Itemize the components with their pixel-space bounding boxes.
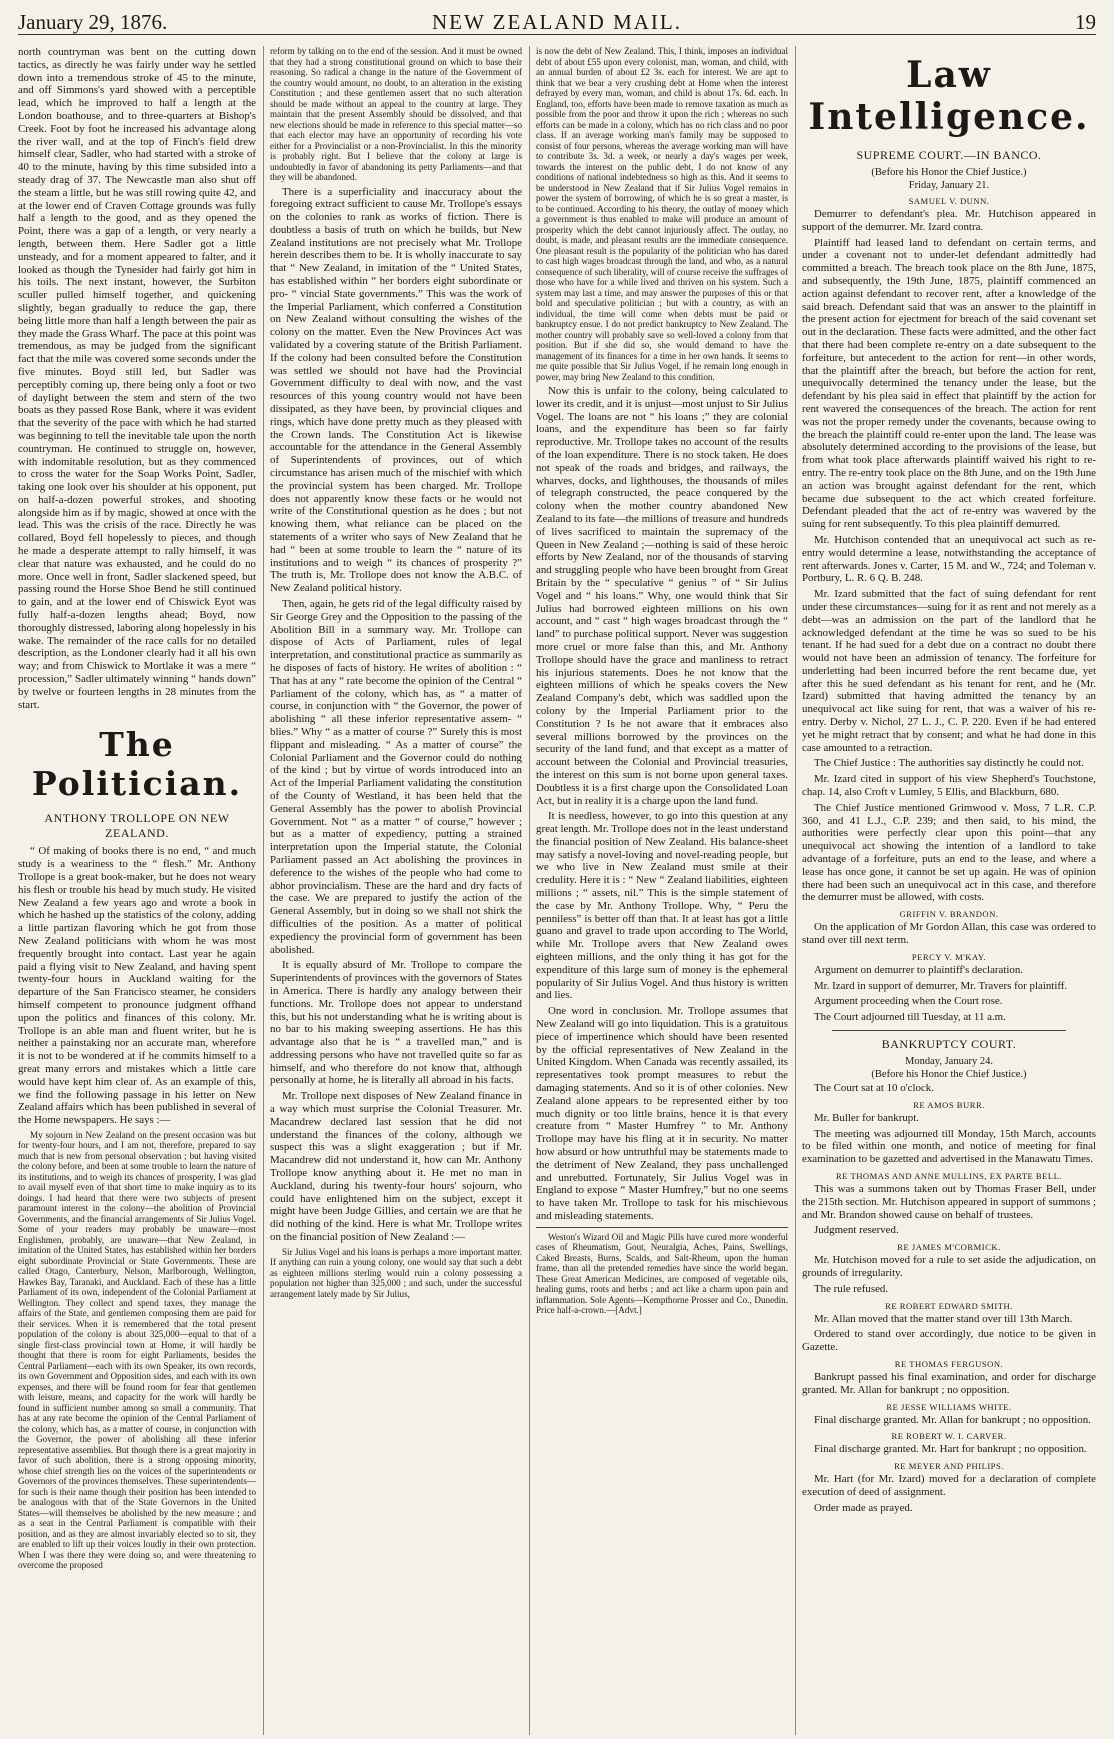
article-paragraph: Mr. Trollope next disposes of New Zealand finance in a way which must surprise the Colonial Treasurer. Mr. Macandrew declared last session that he did not understand the finances of the colony, although we suspect this was a slight exaggeration ; but if Mr. Macandrew did not understand it, how can Mr. Anthony Trollope know anything about it. He met no man in Auckland, during his twenty-four hours' sojourn, who could have enlightened him on the subject, except it might have been Judge Gillies, and certain we are that he did nothing of the kind. Here is what Mr. Trollope writes on the financial position of New Zealand :—: [270, 1090, 522, 1244]
columns: [18, 46, 1096, 1735]
column-4: [802, 46, 1096, 1735]
case-paragraph: Argument on demurrer to plaintiff's declaration.: [814, 963, 1024, 976]
page-number: 19: [1075, 10, 1096, 34]
quoted-paragraph: My sojourn in New Zealand on the present occasion was but for twenty-four hours, and I am not, therefore, prepared to say much that is new from personal observation ; but having visited the colony before, and been at some trouble to learn the nature of its institutions, and to weigh its chances of prosperity, I was glad to avail myself even of that short time to make inquiry as to its doings. I had heard that there were two subjects of present paramount interest in the colony—the abolition of Provincial Governments, and the financial arrangements of Sir Julius Vogel. Some of your readers may probably be unaware—most Englishmen, probably, are unaware—that New Zealand, in imitation of the United States, has established within her borders eight subordinate Provincial or State Governments. These are called Otago, Canterbury, Nelson, Marlborough, Wellington, Hawkes Bay, Taranaki, and Auckland. Each of these has a little Parliament of its own, independent of the Colonial Parliament at Wellington. They collect and spend taxes, they manage the affairs of the State, and gentlemen composing them are paid for their services. When it is remembered that the total present population of the colony is about 325,000—equal to that of a single first-class provincial town at Home, it will hardly be thought that there is room for eight Parliaments, besides the Central Parliament—each with its own Speaker, its own records, its own Government and Opposition sides, and each with its own expenses, and there will be found room for fear that gentlemen with leisure, means, and capacity for the work will hardly be found in sufficient number among so small a community. That has at any rate become the opinion of the Central Parliament of the colony, which has, as a matter of course, in conjunction with the Governor, the power of abolishing all these inferior representative assemblies. But though there is a great majority in favor of such abolition, there is a strong opposing minority, whose chief strength lies on the voices of the superintendents or Governors of the provinces themselves. These superintendents—for such is their name though their position has been intended to be analogous with that of the State Governors in the United States—will themselves be abolished by the new measure ; and as a seat in the Central Parliament is compatible with their position, and as they are almost invariably elected so to sit, they are enabled to lift up their voices loudly in their own protection. When I was there they were doing so, and were threatening to overcome the proposed: [18, 1129, 256, 1571]
bankruptcy-before: (Before his Honor the Chief Justice.): [871, 1069, 1027, 1081]
case-paragraph: Ordered to stand over accordingly, due notice to be given in Gazette.: [802, 1328, 1096, 1354]
article-paragraph: Now this is unfair to the colony, being calculated to lower its credit, and it is unjust—most unjust to Sir Julius Vogel. The loans are not “ his loans ;” they are colonial loans, and the expenditure has been so far fairly reproductive. Mr. Trollope takes no account of the results of the loan expenditure. There is no stock taken. He does not speak of the roads and bridges, and railways, the wharves, docks, and lighthouses, the thousands of miles of telegraph constructed, the peace conquered by the colony when the mother country abandoned New Zealand to its fate—the millions of treasure and hundreds of lives sacrificed to maintain the supremacy of the Queen in New Zealand ;—nothing is said of these heroic efforts by New Zealand, nor of the thousands of starving and struggling people who have been brought from Great Britain by the “ speculative “ genius ” of “ Sir Julius Vogel and “ his loans.” Why, one would think that Sir Julius had borrowed eighteen millions on his own account, and “ cast “ high wages broadcast through the “ land” to purchase political support. Never was suggestion more cruel or more false than this, and Mr. Anthony Trollope should have the grace and manliness to retract his injurious statements. Does he not know that the eighteen millions of which he speaks covers the New Zealand Company's debt, which was saddled upon the colony by the Imperial Parliament prior to the Constitution ? Is he not aware that it embraces also several millions borrowed by the provinces on the security of the land fund, and that except as a matter of account between the Colonial and Provincial treasuries, the interest on this sum is not borne upon general taxes. Doubtless it is a first charge upon the Consolidated Loan Act, but in reality it is a charge upon the land fund.: [536, 385, 788, 807]
case-title: RE JAMES M'CORMICK.: [897, 1242, 1001, 1253]
section-title-law: Law Intelligence.: [808, 54, 1090, 138]
column-2: [270, 46, 522, 1735]
section-divider: [832, 1030, 1066, 1031]
case-paragraph: Plaintiff had leased land to defendant on certain terms, and under a covenant not to under-let defendant admittedly had committed a breach. The breach took place on the 8th June, 1875, and subsequently, the 19th June, 1875, plaintiff commenced an action against defendant to recover rent, after a knowledge of the said breach. Defendant said that was an answer to the plaintiff in the present action for ejectment for breach of the said covenant set out in the declaration. These facts were admitted, and the other fact that there had been complete re-entry on a date subsequent to the forfeiture, but antecedent to the action for rent—in other words, that the plaintiff after the breach, but before the action for rent, unequivocally determined the tenancy under the lease, but the defendant by his plea said in effect that plaintiff by the action for rent wavered the consequences of the breach. The action for rent was not the proper remedy under the covenants, because owing to the breach the plaintiff could re-enter upon the land. The lease was absolutely determined according to the provisions of the lease, but from what took place afterwards plaintiff waived his right to re-entry. The re-entry took place on the 8th June, and on the 19th June an action was brought against defendant for the rent, which became due subsequent to the act which created forfeiture. Defendant pleaded that the act of re-entry was wavered by the suing for rent subsequently. To this plea plaintiff demurred.: [802, 236, 1096, 531]
advertisement: [536, 1227, 788, 1316]
article-paragraph: One word in conclusion. Mr. Trollope assumes that New Zealand will go into liquidation. This is a gratuitous piece of impertinence which should have been resented by the official representatives of New Zealand in the United Kingdom. When Canada was recently assailed, its representatives took prompt measures to rebut the damaging statements. And so it is of other colonies. New Zealand alone appears to be represented either by too much dignity or too little brains, hence it is that every creature from “ Master Humfrey ” to Mr. Anthony Trollope may have his fling at it in security. No matter how absurd or how untruthful may be statements made to the detriment of New Zealand, they pass unchallenged and unrebutted. Fortunately, Sir Julius Vogel was in England to expose “ Master Humfrey,” but no one seems to have taken Mr. Trollope to task for his mischievous and misleading statements.: [536, 1005, 788, 1222]
case-paragraph: Mr. Izard submitted that the fact of suing defendant for rent under these circumstances—suing for it as rent and not merely as a debt—was an admission on the part of the landlord that he acknowledged defendant at the time he was so sued to be his tenant. If he had sued for a debt due on a contract no doubt there would not have been an admission of tenancy. The forfeiture for underletting had been incurred before the rent became due, yet after this he sued defendant as his tenant for rent, and he (Mr. Izard) submitted that having admitted the tenancy by an unequivocal act like suing for rent, that was a waiver of his re-entry. Derby v. Nichol, 27 L. J., C. P. 220. Even if he had entered yet he might retract that by consent; and what he had done in this case amounted to a retraction.: [802, 588, 1096, 754]
case-title: RE THOMAS AND ANNE MULLINS, EX PARTE BELL.: [835, 1171, 1063, 1181]
case-paragraph: On the application of Mr Gordon Allan, this case was ordered to stand over till next term.: [802, 921, 1096, 947]
column-3: [536, 46, 788, 1735]
section-title-politician: The Politician.: [31, 725, 243, 804]
article-paragraph: It is needless, however, to go into this question at any great length. Mr. Trollope does not in the least understand the financial position of New Zealand. His balance-sheet may satisfy a novel-loving and novel-reading people, but we who live in New Zealand must smile at their credulity. Here it is : “ New “ Zealand liabilities, eighteen millions ; “ assets, nil.” This is the simple statement of the case by Mr. Anthony Trollope. Why, “ Peru the penniless” is better off than that. It at least has got a little guano and gravel to trade upon according to The World, while Mr. Trollope avers that New Zealand owes eighteen millions, and the only thing it has got for the expenditure of this large sum of money is the ephemeral popularity of Sir Julius Vogel. And thus history is written and lies.: [536, 810, 788, 1002]
case-paragraph: Final discharge granted. Mr. Hart for bankrupt ; no opposition.: [814, 1443, 1087, 1456]
case-paragraph: Order made as prayed.: [814, 1501, 913, 1514]
case-title: RE ROBERT W. I. CARVER.: [891, 1431, 1007, 1442]
issue-date: January 29, 1876.: [18, 10, 168, 34]
case-paragraph: Argument proceeding when the Court rose.: [814, 995, 1003, 1008]
case-title: PERCY V. M'KAY.: [911, 951, 987, 962]
case-title: RE JESSE WILLIAMS WHITE.: [886, 1401, 1012, 1412]
quoted-paragraph: is now the debt of New Zealand. This, I think, imposes an individual debt of about £55 upon every colonist, man, woman, and child, with an annual burden of about £2 3s. each for interest. We are apt to think that we bear a very crushing debt at Home when the interest defrayed by every man, woman, and child is about 17s. 6d. each. In England, too, efforts have been made to remove taxation as much as possible from the poor and throw it upon the rich ; whereas no such efforts can be made in a colony, which has no rich class and no poor class. If an average working man's family may be supposed to consist of four persons, whereas the average working man will have to contribute 3s. 3d. a week, or nearly a day's wages per week, towards the interest on the public debt, I do not know of any conditions of national indebtedness so high as this. And it seems to be understood in New Zealand that if Sir Julius Vogel remains in power the system of borrowing, of which he is so great a master, is to be continued. According to his theory, the outlay of money which a government is thus enabled to make will produce an amount of prosperity which the debt cannot injuriously affect. The outlay, no doubt, is made, and pleasant results are the immediate consequence. One pleasant result is the popularity of the politician who has dared to cast high wages broadcast through the land, and who, as a natural consequence of such liberality, will of course receive the suffrages of those who have for a while lived and thriven on his system. Such a system may last a time, and may answer the purposes of this or that bold and speculative politician ; but with a country, as with an individual, the time will come when debts must be paid or bankruptcy ensue. I do not predict bankruptcy to New Zealand. The mother country will probably save so well-loved a colony from that position. But if she did so, she would demand to have the management of its finances for a time in her own hands. It seems to me quite possible that Sir Julius Vogel, if he remain long enough in power, may bring New Zealand to this condition.: [536, 46, 788, 382]
case-paragraph: This was a summons taken out by Thomas Fraser Bell, under the 215th section. Mr. Hutchison appeared in support of summons ; and Mr. Brandon showed cause on behalf of trustees.: [802, 1183, 1096, 1221]
case-paragraph: Judgment reserved.: [814, 1224, 899, 1237]
case-paragraph: Mr. Hart (for Mr. Izard) moved for a declaration of complete execution of deed of assignment.: [802, 1473, 1096, 1498]
bankruptcy-day: Monday, January 24.: [905, 1056, 993, 1068]
case-paragraph: Demurrer to defendant's plea. Mr. Hutchison appeared in support of the demurrer. Mr. Izard contra.: [802, 208, 1096, 233]
article-paragraph: There is a superficiality and inaccuracy about the foregoing extract sufficient to cause Mr. Trollope's essays on the colonies to rank as works of fiction. There is doubtless a basis of truth on which he builds, but New Zealand institutions are not precisely what Mr. Trollope herein describes them to be. It is wholly inaccurate to say that “ New Zealand, in imitation of the “ United States, has established within “ her borders eight subordinate or pro- “ vincial State governments.” This was the work of the Imperial Parliament, which conferred a Constitution on New Zealand without consulting the wishes of the colony on the matter. Even the New Provinces Act was validated by a covering statute of the British Parliament. If the colony had been consulted before the Constitution was settled we should not have had the Provincial Government difficulty to deal with now, and the vast resources of this young country would not have been dissipated, as they have been, by provincial cliques and rings, which have done pretty much as they pleased with the Crown lands. The Constitution Act is likewise accountable for the attendance in the General Assembly of Superintendents of provinces, out of which circumstance has arisen much of the mischief with which the provincial system has been charged. Mr. Trollope does not apparently know these facts or he would not write of the Constitutional question as he does ; but not knowing them, what reliance can be placed on the statements of a writer who says of New Zealand that he had “ been at some trouble to learn the “ nature of its institutions and to weigh “ its chances of prosperity ?” The truth is, Mr. Trollope does not know the A.B.C. of New Zealand political history.: [270, 185, 522, 595]
case-paragraph: The Chief Justice : The authorities say distinctly he could not.: [814, 757, 1084, 770]
advertisement-text: Weston's Wizard Oil and Magic Pills have cured more wonderful cases of Rheumatism, Gout, Neuralgia, Aches, Pains, Swellings, Caked Breasts, Burns, Scalds, and Salt-Rheum, upon the human frame, than all the pretended remedies have since the world began. These Great American Medicines, are composed of vegetable oils, healing gums, roots and herbs ; and act like a charm upon pain and inflammation. Sole Agents—Kempthorne Prosser and Co., Dunedin. Price half-a-crown.—[Advt.]: [536, 1231, 788, 1316]
supreme-court-title: SUPREME COURT.—IN BANCO.: [856, 148, 1042, 162]
boat-race-text: north countryman was bent on the cutting down tactics, as directly he was fairly under way he settled down into a tremendous stroke of 45 to the minute, and off Simmons's yard showed with a perceptible lead, which he improved to half a length at the London boathouse, and to three-quarters at Bishop's Creek. Foot by foot he increased his advantage along the river wall, and at the top of Finch's field drew himself clear, Sadler, who had started with a stroke of 40 to the minute, having by this time subsided into a steady drag of 37. The Newcastle man also shut off the steam a little, but he was still rowing quite 42, and at the lower end of Craven Cottage grounds was fully half a length to the good, and as they opened the Point, there was a gap of a length, or very nearly a length, between them. Here Sadler got a little unsteady, and for a moment appeared to falter, and it looked as though the Tynesider had fairly got him in his toils. The next instant, however, the Surbiton sculler pulled himself together, and quickening slightly, began gradually to reduce the gap, there being little more than half a length between the pair as they made the Grass Wharf. The pace at this point was tremendous, as may be judged from the significant fact that the mile was covered some seconds under the five minutes. Boyd still led, but Sadler was perceptibly coming up, there being only a foot or two of daylight between the stem and stern of the two boats as they passed Rose Bank, where it was evident that the severity of the pace with which he had started was beginning to tell the inevitable tale upon the north countryman. He continued to struggle on, however, with indomitable resolution, but as they commenced to cross the water for the Soap Works Point, Sadler, taking one look over his shoulder at his opponent, put on half-a-dozen powerful strokes, and shooting alongside him as if by magic, showed at once with the lead. This was the crisis of the race. Directly he was collared, Boyd fell hopelessly to pieces, and though he made a desperate attempt to rally himself, it was clear that nature was exhausted, and he could do no more. Once well in front, Sadler slackened speed, but passing round the Horse Shoe Bend he still continued to gain, and at the lower end of Chiswick Eyot was fully half-a-dozen lengths ahead; Boyd, now thoroughly distressed, laboring along hopelessly in his wake. The remainder of the race calls for no detailed description, as the Londoner clearly had it all his own way; and from Chiswick to Mortlake it was a mere “ procession,” Sadler ultimately winning “ hands down” by twelve or fourteen lengths in 28 minutes from the start.: [18, 46, 256, 711]
case-title: SAMUEL V. DUNN.: [908, 196, 990, 206]
case-paragraph: The Chief Justice mentioned Grimwood v. Moss, 7 L.R. C.P. 360, and 41 L.J., C.P. 239; and then said, to his mind, the authorities were perfectly clear upon this point—that any unequivocal act showing the intention of a landlord to take advantage of a forfeiture, puts an end to the lease, and where a lease has once gone, it cannot be set up again. He was of opinion there had been such an unequivocal act in this case, and therefore the demurrer must be allowed, with costs.: [802, 801, 1096, 904]
case-paragraph: Mr. Izard in support of demurrer, Mr. Travers for plaintiff.: [814, 979, 1068, 992]
case-paragraph: The rule refused.: [814, 1282, 889, 1295]
case-paragraph: Mr. Hutchison contended that an unequivocal act such as re-entry would determine a lease, notwithstanding the acceptance of rent afterwards. Jones v. Carter, 15 M. and W., 724; and Toleman v. Portbury, L. R. 6 Q. B. 248.: [802, 533, 1096, 585]
article-paragraph: It is equally absurd of Mr. Trollope to compare the Superintendents of provinces with the governors of States in America. There is hardly any analogy between their functions. Mr. Trollope does not appear to understand this, but his not understanding what he is writing about is no bar to his making sweeping assertions. He has this advantage also that he is “ a travelled man,” and is addressing persons who have not travelled quite so far as himself, and who therefore do not know that, although personally at home, he is literally all abroad in his facts.: [270, 959, 522, 1087]
case-paragraph: The Court adjourned till Tuesday, at 11 a.m.: [814, 1011, 1006, 1024]
quoted-paragraph: Sir Julius Vogel and his loans is perhaps a more important matter. If anything can ruin a young colony, one would say that such a debt as eighteen millions sterling would ruin a colony possessing a population not higher than 325,000 ; and such, under the successful arrangement lately made by Sir Julius,: [270, 1246, 522, 1299]
article-paragraph: Then, again, he gets rid of the legal difficulty raised by Sir George Grey and the Opposition to the passing of the Abolition Bill in a summary way. Mr. Trollope can dispose of Acts of Parliament, rules of legal interpretation, and constitutional practice as summarily as he disposes of facts of history. He writes of abolition : “ That has at any “ rate become the opinion of the Central “ Parliament of the colony, which has, as “ a matter of course, in conjunction with “ the Governor, the power of abolishing “ all these inferior representative assem- “ blies.” Why “ as a matter of course ?” Surely this is most flippant and misleading. “ As a matter of course” the Colonial Parliament and the Governor could do nothing of the kind ; but by virtue of words introduced into an Act of the Imperial Parliament validating the constitution of the County of Westland, it has been held that the General Assembly has the power to abolish Provincial Government. Not “ as a matter “ of course,” however ; but as a matter of expediency, putting a strained interpretation upon the Imperial statute, the Colonial Parliament passed an Act abolishing the provinces in deference to the wishes of the people who had come to abhor provincialism. These are the hard and dry facts of the case. We are prepared to justify the action of the General Assembly, but in doing so we shall not shirk the difficulties of the position. As a matter of political expediency the provincial form of government has been abolished.: [270, 598, 522, 956]
case-title: RE THOMAS FERGUSON.: [894, 1358, 1004, 1369]
case-paragraph: Bankrupt passed his final examination, and order for discharge granted. Mr. Allan for bankrupt ; no opposition.: [802, 1370, 1096, 1396]
case-title: RE AMOS BURR.: [913, 1099, 985, 1110]
case-paragraph: Mr. Izard cited in support of his view Shepherd's Touchstone, chap. 14, also Croft v Lumley, 5 Ellis, and Blackburn, 680.: [802, 773, 1096, 799]
supreme-court-day: Friday, January 21.: [908, 180, 990, 191]
column-1: [18, 46, 256, 1735]
article-title: ANTHONY TROLLOPE ON NEW ZEALAND.: [44, 811, 230, 841]
supreme-court-before: (Before his Honor the Chief Justice.): [871, 167, 1027, 178]
article-paragraph: “ Of making of books there is no end, “ and much study is a weariness to the “ flesh.” Mr. Anthony Trollope is a great book-maker, but he does not weary his flesh or trouble his head by much study. He visited New Zealand a few years ago and wrote a book in which he hashed up the statistics of the colony, adding a little partizan flavoring which he got from those New Zealand politicians with whom he was most frequently brought into contact. Last year he again paid a flying visit to New Zealand, and having spent twenty-four hours in Auckland waiting for the departure of the San Francisco steamer, he considers himself competent to pronounce judgment offhand upon the politics and finances of this colony. Mr. Trollope is an able man and fluent writer, but he is neither a painstaking nor an accurate man, wherefore it is not to be wondered at if he commits himself to a great many errors and mistakes which a little care would have kept him clear of. As an example of this, we find the following passage in his letter on New Zealand affairs which has been published in several of the Home newspapers. He says :—: [18, 845, 256, 1127]
case-title: GRIFFIN V. BRANDON.: [899, 909, 999, 920]
bankruptcy-sat: The Court sat at 10 o'clock.: [814, 1082, 934, 1095]
quoted-paragraph: reform by talking on to the end of the session. And it must be owned that they had a strong constitutional ground on which to base their reasoning. So radical a change in the nature of the Government of the country would amount, no doubt, to an alteration in the existing Constitution ; and these gentlemen assert that no such alteration should be made without an appeal to the country at large. They maintain that the present Assembly should be dissolved, and that new elections should be made in reference to this special matter—so that each elector may have an opportunity of recording his vote either for a Provincialist or a non-Provincialist. In this the minority is probably right. But I believe that the colony at large is undoubtedly in favor of abandoning its petty Parliaments—and that they will be abandoned.: [270, 46, 522, 182]
masthead: [18, 8, 1096, 35]
bankruptcy-court-title: BANKRUPTCY COURT.: [881, 1037, 1017, 1052]
case-title: RE MEYER AND PHILIPS.: [894, 1461, 1004, 1472]
case-paragraph: Mr. Buller for bankrupt.: [814, 1111, 919, 1124]
case-title: RE ROBERT EDWARD SMITH.: [885, 1300, 1013, 1311]
newspaper-title: NEW ZEALAND MAIL.: [432, 10, 682, 34]
case-paragraph: Mr. Allan moved that the matter stand over till 13th March.: [814, 1312, 1073, 1325]
case-paragraph: The meeting was adjourned till Monday, 15th March, accounts to be filed within one month, and notice of meeting for final examination to be gazetted and advertised in the Manawatu Times.: [802, 1127, 1096, 1166]
case-paragraph: Final discharge granted. Mr. Allan for bankrupt ; no opposition.: [814, 1413, 1091, 1426]
case-paragraph: Mr. Hutchison moved for a rule to set aside the adjudication, on grounds of irregularity.: [802, 1254, 1096, 1279]
